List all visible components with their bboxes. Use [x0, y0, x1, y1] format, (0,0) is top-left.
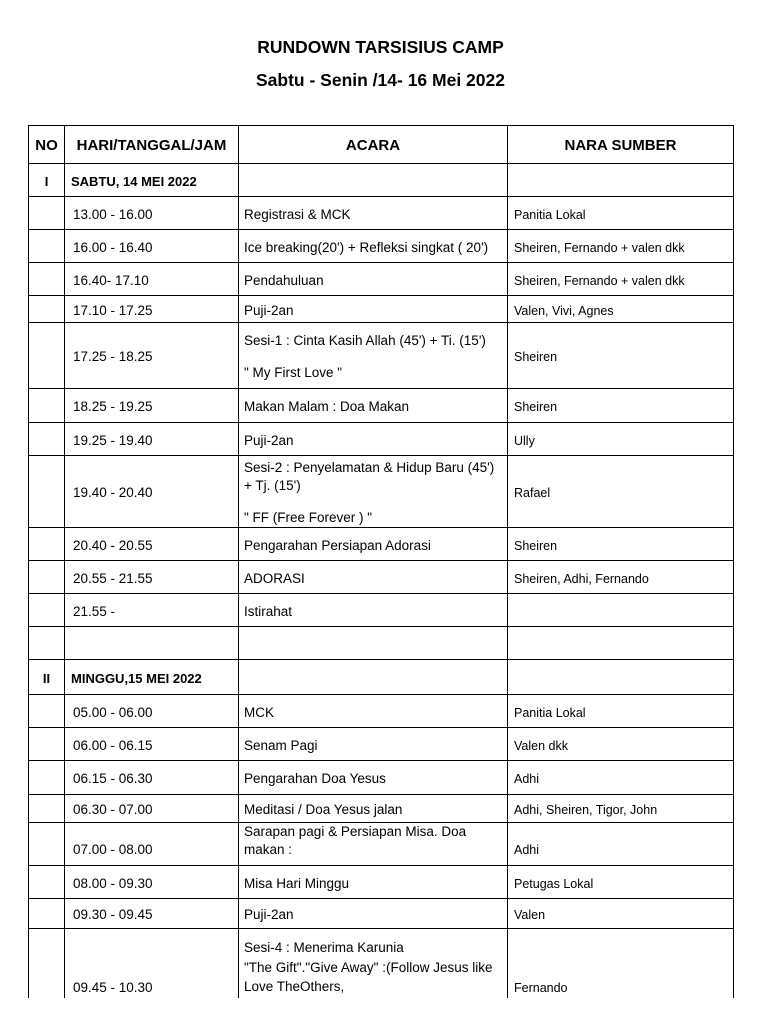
- acara-paragraph: [244, 770, 507, 788]
- session-no-cell: [29, 230, 65, 263]
- day-number: I: [29, 164, 65, 197]
- acara-line: "The Gift"."Give Away" :(Follow Jesus like: [244, 959, 493, 975]
- session-no-cell: [29, 795, 65, 823]
- session-row: [29, 389, 734, 423]
- session-no-cell: [29, 263, 65, 296]
- acara-paragraph: [244, 302, 507, 320]
- session-time: 06.30 - 07.00: [65, 795, 239, 823]
- acara-paragraph: [244, 239, 507, 257]
- session-nara-sumber: Valen dkk: [508, 728, 734, 761]
- acara-line: ADORASI: [244, 570, 305, 586]
- session-row: [29, 323, 734, 389]
- session-row: [29, 197, 734, 230]
- session-row: [29, 456, 734, 528]
- acara-line: Misa Hari Minggu: [244, 875, 350, 891]
- session-acara: [239, 761, 508, 795]
- session-no-cell: [29, 389, 65, 423]
- session-row: [29, 823, 734, 866]
- session-row: [29, 594, 734, 627]
- session-row: [29, 795, 734, 823]
- session-nara-sumber: Sheiren: [508, 389, 734, 423]
- session-acara: [239, 823, 508, 866]
- header-row: [29, 126, 734, 164]
- acara-line: Pendahuluan: [244, 272, 324, 288]
- session-time: 09.30 - 09.45: [65, 899, 239, 929]
- table-header: [29, 126, 734, 164]
- session-row: [29, 423, 734, 456]
- day-acara-cell: [239, 164, 508, 197]
- session-time: 20.55 - 21.55: [65, 561, 239, 594]
- acara-line: Sarapan pagi & Persiapan Misa. Doa: [244, 824, 467, 839]
- session-nara-sumber: Sheiren, Fernando + valen dkk: [508, 263, 734, 296]
- session-nara-sumber: Panitia Lokal: [508, 695, 734, 728]
- session-acara: [239, 795, 508, 823]
- session-acara: [239, 197, 508, 230]
- session-row: [29, 296, 734, 323]
- session-time: 16.40- 17.10: [65, 263, 239, 296]
- session-time: 19.25 - 19.40: [65, 423, 239, 456]
- acara-paragraph: [244, 364, 507, 382]
- session-nara-sumber: Panitia Lokal: [508, 197, 734, 230]
- session-acara: [239, 456, 508, 528]
- session-nara-sumber: Fernando: [508, 929, 734, 998]
- header-nara-sumber: NARA SUMBER: [508, 126, 734, 164]
- acara-paragraph: [244, 570, 507, 588]
- session-no-cell: [29, 323, 65, 389]
- session-acara: [239, 594, 508, 627]
- session-time: 09.45 - 10.30: [65, 929, 239, 998]
- acara-line: Sesi-1 : Cinta Kasih Allah (45') + Ti. (15'): [244, 333, 486, 348]
- session-nara-sumber: Sheiren: [508, 528, 734, 561]
- acara-line: " My First Love ": [244, 365, 343, 380]
- session-time: 08.00 - 09.30: [65, 866, 239, 899]
- header-acara: ACARA: [239, 126, 508, 164]
- session-time: 20.40 - 20.55: [65, 528, 239, 561]
- session-time: 16.00 - 16.40: [65, 230, 239, 263]
- session-time: 13.00 - 16.00: [65, 197, 239, 230]
- acara-paragraph: [244, 938, 507, 997]
- session-nara-sumber: Sheiren, Adhi, Fernando: [508, 561, 734, 594]
- session-no-cell: [29, 296, 65, 323]
- session-no-cell: [29, 695, 65, 728]
- session-nara-sumber: Valen, Vivi, Agnes: [508, 296, 734, 323]
- session-no-cell: [29, 823, 65, 866]
- session-nara-sumber: Valen: [508, 899, 734, 929]
- acara-paragraph: [244, 801, 507, 819]
- session-nara-sumber: Ully: [508, 423, 734, 456]
- blank-cell: [239, 627, 508, 660]
- session-acara: [239, 296, 508, 323]
- session-row: [29, 561, 734, 594]
- session-row: [29, 866, 734, 899]
- blank-row: [29, 627, 734, 660]
- session-row: [29, 695, 734, 728]
- session-nara-sumber: Adhi, Sheiren, Tigor, John: [508, 795, 734, 823]
- table-body: [29, 164, 734, 998]
- session-no-cell: [29, 594, 65, 627]
- acara-paragraph: [244, 823, 507, 859]
- acara-paragraph: [244, 906, 507, 924]
- session-time: 05.00 - 06.00: [65, 695, 239, 728]
- session-acara: [239, 929, 508, 998]
- session-time: 21.55 -: [65, 594, 239, 627]
- blank-cell: [29, 627, 65, 660]
- session-nara-sumber: [508, 594, 734, 627]
- session-nara-sumber: Adhi: [508, 761, 734, 795]
- session-acara: [239, 230, 508, 263]
- blank-cell: [508, 627, 734, 660]
- acara-paragraph: [244, 432, 507, 450]
- acara-line: makan :: [244, 842, 293, 857]
- session-no-cell: [29, 761, 65, 795]
- session-row: [29, 761, 734, 795]
- acara-line: Ice breaking(20') + Refleksi singkat ( 20'): [244, 239, 489, 255]
- session-row: [29, 728, 734, 761]
- acara-line: Love TheOthers,: [244, 979, 345, 994]
- session-acara: [239, 423, 508, 456]
- acara-line: " FF (Free Forever ) ": [244, 510, 373, 525]
- session-acara: [239, 695, 508, 728]
- rundown-table: [28, 125, 734, 998]
- session-acara: [239, 263, 508, 296]
- session-no-cell: [29, 728, 65, 761]
- header-no: NO: [29, 126, 65, 164]
- acara-paragraph: [244, 537, 507, 555]
- session-row: [29, 528, 734, 561]
- session-row: [29, 899, 734, 929]
- session-no-cell: [29, 899, 65, 929]
- acara-paragraph: [244, 737, 507, 755]
- document-title: RUNDOWN TARSISIUS CAMP: [257, 37, 504, 57]
- session-acara: [239, 866, 508, 899]
- acara-line: Registrasi & MCK: [244, 206, 351, 222]
- acara-paragraph: [244, 459, 507, 495]
- session-no-cell: [29, 866, 65, 899]
- session-nara-sumber: Sheiren, Fernando + valen dkk: [508, 230, 734, 263]
- day-acara-cell: [239, 660, 508, 695]
- acara-paragraph: [244, 398, 507, 416]
- acara-line: Sesi-4 : Menerima Karunia: [244, 940, 404, 955]
- session-row: [29, 230, 734, 263]
- acara-line: Meditasi / Doa Yesus jalan: [244, 802, 403, 817]
- session-acara: [239, 389, 508, 423]
- day-number: II: [29, 660, 65, 695]
- session-acara: [239, 728, 508, 761]
- day-label: SABTU, 14 MEI 2022: [65, 164, 239, 197]
- session-time: 07.00 - 08.00: [65, 823, 239, 866]
- session-acara: [239, 899, 508, 929]
- acara-line: Istirahat: [244, 603, 293, 619]
- acara-line: Pengarahan Persiapan Adorasi: [244, 537, 431, 553]
- acara-line: Puji-2an: [244, 907, 294, 922]
- acara-paragraph: [244, 272, 507, 290]
- acara-paragraph: [244, 875, 507, 893]
- session-row: [29, 929, 734, 998]
- acara-line: Sesi-2 : Penyelamatan & Hidup Baru (45'): [244, 460, 495, 475]
- acara-paragraph: [244, 332, 507, 350]
- acara-line: Makan Malam : Doa Makan: [244, 399, 410, 414]
- header-time: HARI/TANGGAL/JAM: [65, 126, 239, 164]
- session-acara: [239, 561, 508, 594]
- session-nara-sumber: Sheiren: [508, 323, 734, 389]
- session-nara-sumber: Rafael: [508, 456, 734, 528]
- acara-line: Puji-2an: [244, 302, 294, 318]
- session-no-cell: [29, 456, 65, 528]
- session-no-cell: [29, 929, 65, 998]
- session-no-cell: [29, 561, 65, 594]
- session-nara-sumber: Adhi: [508, 823, 734, 866]
- session-time: 17.25 - 18.25: [65, 323, 239, 389]
- session-time: 17.10 - 17.25: [65, 296, 239, 323]
- day-row: [29, 164, 734, 197]
- acara-line: Senam Pagi: [244, 737, 318, 753]
- session-time: 06.15 - 06.30: [65, 761, 239, 795]
- session-acara: [239, 528, 508, 561]
- session-time: 18.25 - 19.25: [65, 389, 239, 423]
- blank-cell: [65, 627, 239, 660]
- acara-paragraph: [244, 509, 507, 527]
- acara-paragraph: [244, 206, 507, 224]
- session-no-cell: [29, 423, 65, 456]
- day-nara-sumber-cell: [508, 660, 734, 695]
- document-subtitle: Sabtu - Senin /14- 16 Mei 2022: [256, 70, 505, 90]
- session-row: [29, 263, 734, 296]
- session-time: 19.40 - 20.40: [65, 456, 239, 528]
- day-label: MINGGU,15 MEI 2022: [65, 660, 239, 695]
- session-acara: [239, 323, 508, 389]
- acara-line: Pengarahan Doa Yesus: [244, 771, 386, 786]
- day-nara-sumber-cell: [508, 164, 734, 197]
- session-time: 06.00 - 06.15: [65, 728, 239, 761]
- session-nara-sumber: Petugas Lokal: [508, 866, 734, 899]
- acara-paragraph: [244, 704, 507, 722]
- day-row: [29, 660, 734, 695]
- acara-line: Puji-2an: [244, 432, 294, 448]
- session-no-cell: [29, 528, 65, 561]
- acara-line: MCK: [244, 704, 274, 720]
- acara-paragraph: [244, 603, 507, 621]
- acara-line: + Tj. (15'): [244, 478, 301, 493]
- session-no-cell: [29, 197, 65, 230]
